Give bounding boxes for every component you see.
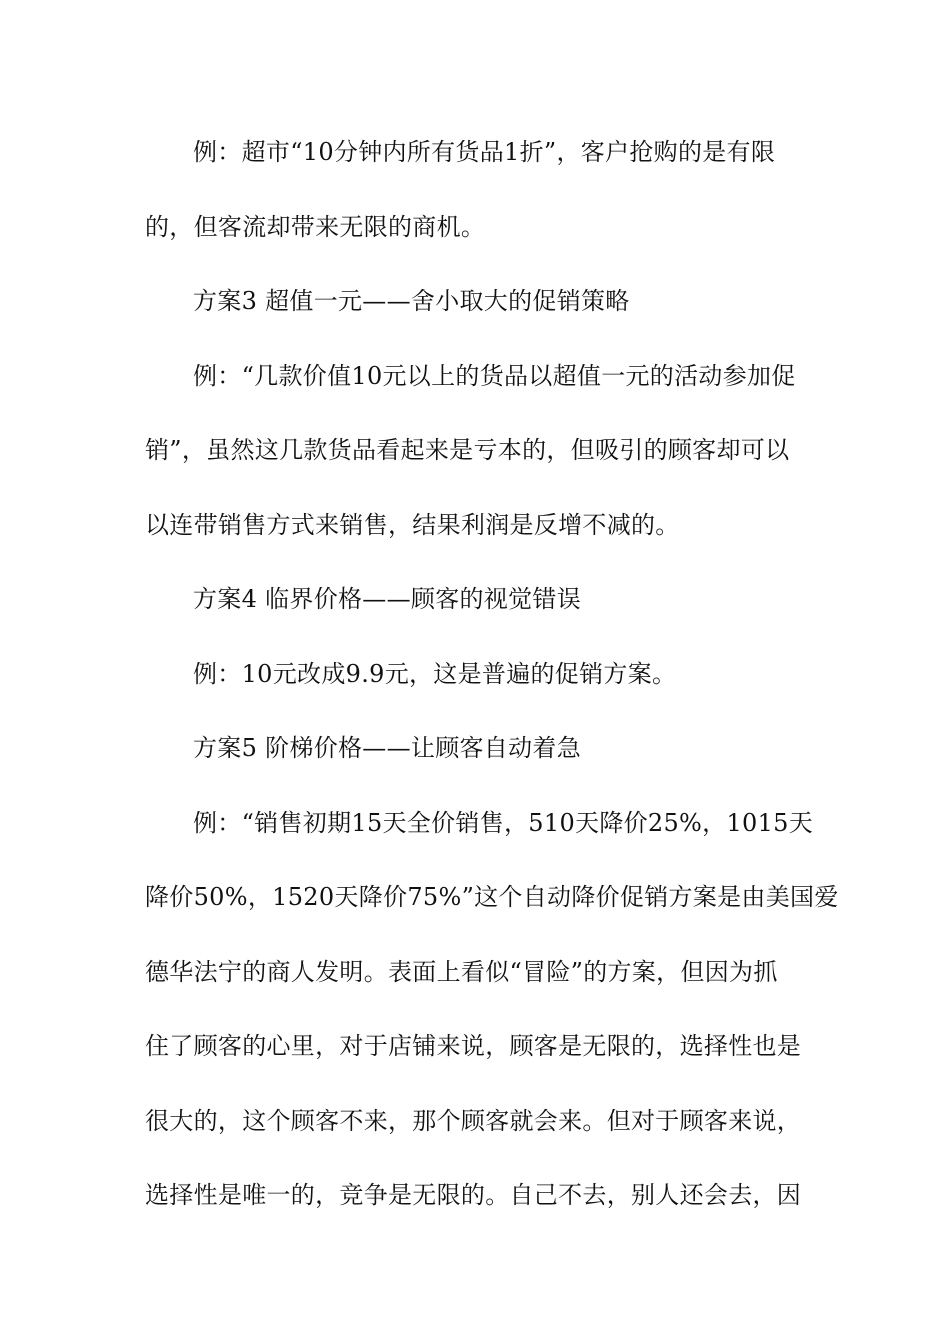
text-line: 选择性是唯一的，竞争是无限的。自己不去，别人还会去，因 [145,1181,802,1209]
text-line: 例：10元改成9.9元，这是普遍的促销方案。 [193,660,677,688]
text-line: 很大的，这个顾客不来，那个顾客就会来。但对于顾客来说， [145,1107,802,1135]
text-line: 例：“几款价值10元以上的货品以超值一元的活动参加促 [193,362,796,390]
text-line: 以连带销售方式来销售，结果利润是反增不减的。 [145,511,680,539]
text-line: 德华法宁的商人发明。表面上看似“冒险”的方案，但因为抓 [145,958,778,986]
text-line: 销”，虽然这几款货品看起来是亏本的，但吸引的顾客却可以 [145,436,790,464]
text-line: 降价50%，1520天降价75%”这个自动降价促销方案是由美国爱 [145,883,839,911]
text-line: 例：超市“10分钟内所有货品1折”，客户抢购的是有限 [193,138,776,166]
text-line: 例：“销售初期15天全价销售，510天降价25%，1015天 [193,809,814,837]
section-heading: 方案5 阶梯价格——让顾客自动着急 [193,734,581,762]
text-line: 的，但客流却带来无限的商机。 [145,213,486,241]
text-line: 住了顾客的心里，对于店铺来说，顾客是无限的，选择性也是 [145,1032,802,1060]
section-heading: 方案3 超值一元——舍小取大的促销策略 [193,287,630,315]
section-heading: 方案4 临界价格——顾客的视觉错误 [193,585,581,613]
